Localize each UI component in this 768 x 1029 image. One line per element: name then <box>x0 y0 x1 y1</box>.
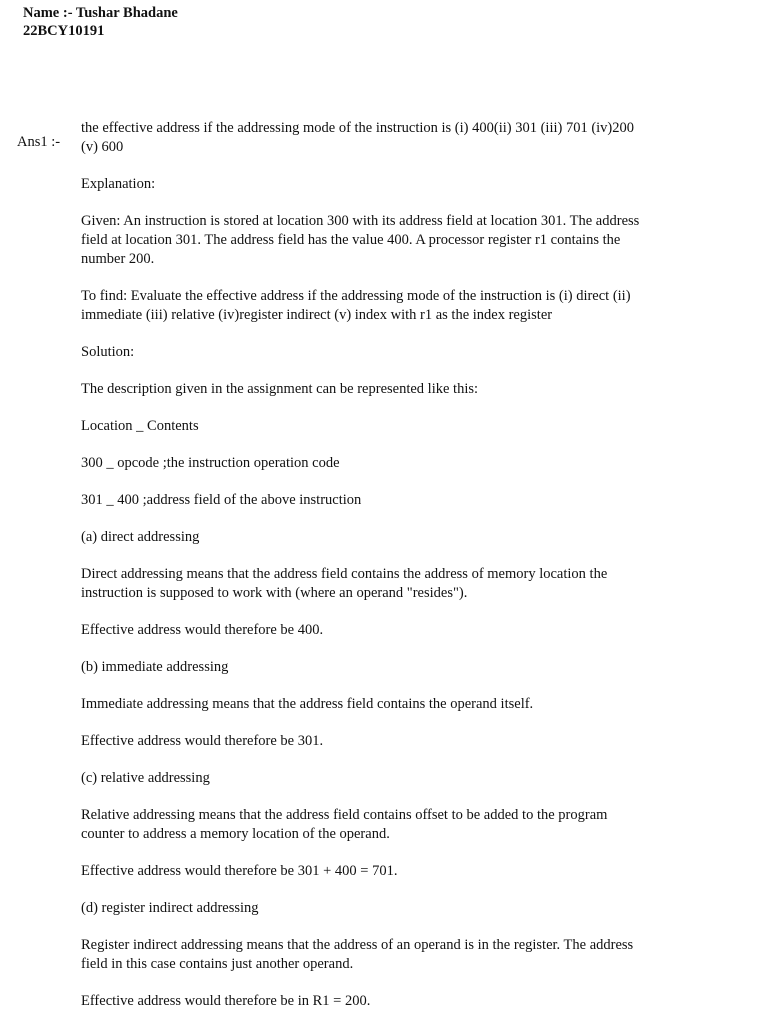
explanation-heading: Explanation: <box>81 176 156 192</box>
register-indirect-text: Register indirect addressing means that the address of an operand is in the register. The address field in this case contains just another operand. <box>81 937 634 972</box>
immediate-addressing-result: Effective address would therefore be 301. <box>81 733 324 749</box>
student-name: Name :- Tushar Bhadane <box>23 5 178 21</box>
direct-addressing-text: Direct addressing means that the address field contains the address of memory location the instruction is supposed to work with (where an operand "resides"). <box>81 566 608 601</box>
student-header <box>23 4 178 40</box>
representation-intro: The description given in the assignment can be represented like this: <box>81 381 479 397</box>
given-paragraph: Given: An instruction is stored at location 300 with its address field at location 301. The address field at location 301. The address field has the value 400. A processor register r1 contains the number 200. <box>81 213 640 267</box>
relative-addressing-heading: (c) relative addressing <box>81 770 210 786</box>
location-300-row: 300 _ opcode ;the instruction operation code <box>81 455 340 471</box>
solution-heading: Solution: <box>81 344 135 360</box>
register-indirect-result: Effective address would therefore be in R1 = 200. <box>81 993 371 1009</box>
immediate-addressing-heading: (b) immediate addressing <box>81 659 229 675</box>
answer-label: Ans1 :- <box>17 134 61 150</box>
location-301-row: 301 _ 400 ;address field of the above instruction <box>81 492 362 508</box>
register-indirect-heading: (d) register indirect addressing <box>81 900 259 916</box>
direct-addressing-heading: (a) direct addressing <box>81 529 200 545</box>
location-contents-header: Location _ Contents <box>81 418 199 434</box>
student-id: 22BCY10191 <box>23 23 105 39</box>
to-find-paragraph: To find: Evaluate the effective address if the addressing mode of the instruction is (i) direct (ii) immediate (iii) relative (iv)register indirect (v) index with r1 as the index register <box>81 288 631 323</box>
answer-body <box>81 119 641 1029</box>
question-restatement: the effective address if the addressing mode of the instruction is (i) 400(ii) 301 (iii) 701 (iv)200 (v) 600 <box>81 120 635 155</box>
immediate-addressing-text: Immediate addressing means that the address field contains the operand itself. <box>81 696 534 712</box>
direct-addressing-result: Effective address would therefore be 400. <box>81 622 324 638</box>
relative-addressing-text: Relative addressing means that the address field contains offset to be added to the program counter to address a memory location of the operand. <box>81 807 608 842</box>
relative-addressing-result: Effective address would therefore be 301 + 400 = 701. <box>81 863 398 879</box>
